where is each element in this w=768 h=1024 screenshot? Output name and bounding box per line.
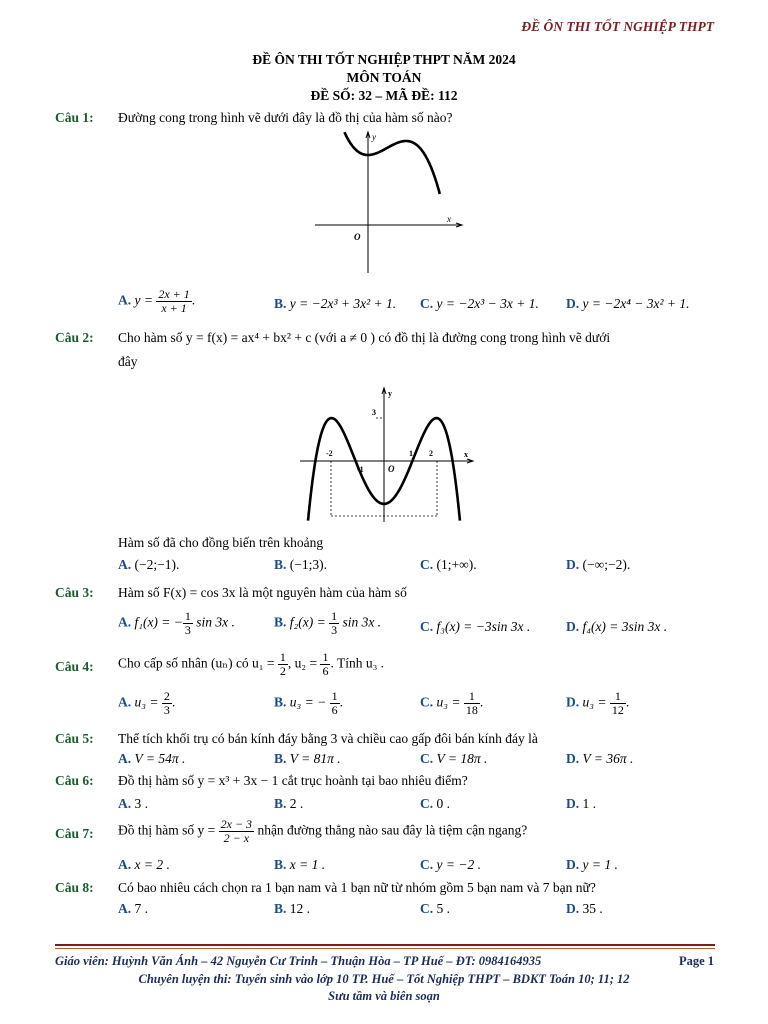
q2-c-expr: (1;+∞). xyxy=(436,557,477,572)
q4-b-frac xyxy=(330,690,340,717)
q3-b-post: sin 3x . xyxy=(342,614,382,630)
q1-choice-d[interactable] xyxy=(566,296,690,312)
q4-text-3: . Tính u₃ . xyxy=(330,655,385,671)
page-header: ĐỀ ÔN THI TỐT NGHIỆP THPT xyxy=(521,19,714,34)
q2-x-label: x xyxy=(464,450,468,459)
q3-a-pre: f₁(x) = − xyxy=(134,614,183,630)
q6-d-letter: D. xyxy=(566,796,580,811)
q4-d-letter: D. xyxy=(566,694,580,710)
q2-choice-a[interactable] xyxy=(118,557,179,573)
q4-choice-d[interactable] xyxy=(566,690,629,717)
q7-a-expr: x = 2 . xyxy=(134,857,170,872)
q8-choice-d[interactable] xyxy=(566,901,603,917)
q1-text: Đường cong trong hình vẽ dưới đây là đồ thị của hàm số nào? xyxy=(118,110,453,125)
q6-choice-b[interactable] xyxy=(274,796,303,812)
q4-f1-den: 2 xyxy=(279,664,286,678)
q7-choice-c[interactable] xyxy=(420,857,481,873)
q8-a-expr: 7 . xyxy=(134,901,148,916)
q4-f1-num: 1 xyxy=(279,650,286,664)
q4-text-2: , u₂ = xyxy=(287,655,318,671)
q3-a-num: 1 xyxy=(184,609,191,623)
q5-choice-d[interactable] xyxy=(566,751,633,767)
q4-a-num: 2 xyxy=(163,689,170,703)
q3-b-frac xyxy=(329,610,339,637)
q4-c-pre: u₃ = xyxy=(436,694,461,710)
q6-a-expr: 3 . xyxy=(134,796,148,811)
q5-b-expr: V = 81π . xyxy=(289,751,341,766)
q5-text: Thể tích khối trụ có bán kính đáy bằng 3 và chiều cao gấp đôi bán kính đáy là xyxy=(118,731,538,746)
q1-c-expr: y = −2x³ − 3x + 1. xyxy=(436,296,539,311)
footer-page-number: Page 1 xyxy=(678,954,714,968)
q2-d-expr: (−∞;−2). xyxy=(582,557,631,572)
q3-text: Hàm số F(x) = cos 3x là một nguyên hàm của hàm số xyxy=(118,585,407,600)
q7-text-1: Đồ thị hàm số y = xyxy=(118,822,216,838)
q4-a-frac xyxy=(162,690,172,717)
q1-choice-c[interactable] xyxy=(420,296,539,312)
q4-b-num: 1 xyxy=(331,689,338,703)
q4-b-pre: u₃ = − xyxy=(289,694,327,710)
q8-c-expr: 5 . xyxy=(436,901,450,916)
q1-graph xyxy=(310,128,470,278)
q2-text-cont: đây xyxy=(118,354,138,369)
q3-choice-c[interactable] xyxy=(420,619,530,635)
q5-a-expr: V = 54π . xyxy=(134,751,186,766)
q8-choice-c[interactable] xyxy=(420,901,450,917)
q7-f-den: 2 − x xyxy=(223,831,250,845)
q6-choice-d[interactable] xyxy=(566,796,596,812)
q2-y-label: y xyxy=(388,389,392,398)
q4-b-post: . xyxy=(339,694,343,710)
q3-label: Câu 3: xyxy=(55,585,94,600)
q4-b-den: 6 xyxy=(331,703,338,717)
q5-d-letter: D. xyxy=(566,751,580,766)
q5-choice-c[interactable] xyxy=(420,751,487,767)
footer-teacher: Giáo viên: Huỳnh Văn Ánh – 42 Nguyễn Cư Trinh – Thuận Hòa – TP Huế – ĐT: 0984164935 xyxy=(55,954,542,968)
q2-origin-label: O xyxy=(388,464,395,474)
q6-c-expr: 0 . xyxy=(436,796,450,811)
q4-choice-a[interactable] xyxy=(118,690,175,717)
q3-choice-a[interactable] xyxy=(118,610,235,637)
q2-tick-2: 2 xyxy=(429,449,433,458)
q1-a-den: x + 1 xyxy=(161,301,187,315)
q6-b-expr: 2 . xyxy=(289,796,304,811)
q1-choice-a[interactable]: A. y = $\frac{2x + 1}{x + 1}$ . xyxy=(118,287,196,315)
footer-rule xyxy=(55,944,715,946)
q3-a-letter: A. xyxy=(118,614,132,630)
q4-frac-2 xyxy=(320,651,330,678)
exam-title: ĐỀ ÔN THI TỐT NGHIỆP THPT NĂM 2024 xyxy=(252,52,516,67)
q3-d-expr: f₄(x) = 3sin 3x . xyxy=(582,619,668,634)
q2-label: Câu 2: xyxy=(55,330,94,345)
q3-a-den: 3 xyxy=(184,623,191,637)
q3-choice-d[interactable] xyxy=(566,619,667,635)
q4-c-den: 18 xyxy=(465,703,478,717)
q7-choice-d[interactable] xyxy=(566,857,618,873)
q3-choice-b[interactable] xyxy=(274,610,381,637)
q3-c-letter: C. xyxy=(420,619,434,634)
q4-a-letter: A. xyxy=(118,694,132,710)
q7-text-2: nhận đường thẳng nào sau đây là tiệm cận ngang? xyxy=(257,822,528,838)
q4-d-post: . xyxy=(625,694,630,710)
q2-b-letter: B. xyxy=(274,557,287,572)
footer-rule-thin xyxy=(55,948,715,949)
q4-choice-b[interactable] xyxy=(274,690,343,717)
q2-d-letter: D. xyxy=(566,557,580,572)
q5-a-letter: A. xyxy=(118,751,132,766)
q7-f-num: 2x − 3 xyxy=(220,817,253,831)
q7-choice-a[interactable] xyxy=(118,857,170,873)
q6-text: Đồ thị hàm số y = x³ + 3x − 1 cắt trục hoành tại bao nhiêu điểm? xyxy=(118,773,468,788)
q5-c-expr: V = 18π . xyxy=(436,751,488,766)
q4-f2-num: 1 xyxy=(322,650,329,664)
q1-c-letter: C. xyxy=(420,296,434,311)
q8-c-letter: C. xyxy=(420,901,434,916)
q2-tick-1: 1 xyxy=(409,449,413,458)
q4-b-letter: B. xyxy=(274,694,287,710)
q5-b-letter: B. xyxy=(274,751,287,766)
q4-d-num: 1 xyxy=(610,690,626,704)
exam-code: ĐỀ SỐ: 32 – MÃ ĐỀ: 112 xyxy=(310,88,458,103)
q7-choice-b[interactable] xyxy=(274,857,325,873)
q1-origin-label: O xyxy=(354,232,361,242)
q2-tick-m2: -2 xyxy=(326,449,333,458)
q5-choice-a[interactable] xyxy=(118,751,185,767)
q8-a-letter: A. xyxy=(118,901,132,916)
q8-choice-b[interactable] xyxy=(274,901,310,917)
q3-c-expr: f₃(x) = −3sin 3x . xyxy=(436,619,531,634)
q4-d-pre: u₃ = xyxy=(582,694,607,710)
q4-c-letter: C. xyxy=(420,694,434,710)
q2-question: Hàm số đã cho đồng biến trên khoảng xyxy=(118,535,324,550)
q2-graph xyxy=(296,382,476,527)
footer-program: Chuyên luyện thi: Tuyển sinh vào lớp 10 TP. Huế – Tốt Nghiệp THPT – BDKT Toán 10; 11; 12 xyxy=(138,972,630,986)
q1-x-label: x xyxy=(447,214,451,224)
q4-c-num: 1 xyxy=(464,690,480,704)
exam-subject: MÔN TOÁN xyxy=(346,70,422,85)
q1-d-letter: D. xyxy=(566,296,580,311)
q4-text-1: Cho cấp số nhân (uₙ) có u₁ = xyxy=(118,655,275,671)
q2-tick-m1: -1 xyxy=(357,465,364,474)
q2-choice-b[interactable] xyxy=(274,557,327,573)
q1-d-expr: y = −2x⁴ − 3x² + 1. xyxy=(582,296,690,311)
q1-choice-b[interactable] xyxy=(274,296,396,312)
q7-b-letter: B. xyxy=(274,857,287,872)
q1-b-expr: y = −2x³ + 3x² + 1. xyxy=(289,296,397,311)
q7-a-letter: A. xyxy=(118,857,132,872)
q1-curve xyxy=(344,132,439,194)
q2-a-letter: A. xyxy=(118,557,132,572)
q5-c-letter: C. xyxy=(420,751,434,766)
q6-d-expr: 1 . xyxy=(582,796,596,811)
q4-label: Câu 4: xyxy=(55,659,94,674)
q8-d-expr: 35 . xyxy=(582,901,603,916)
q2-a-expr: (−2;−1). xyxy=(134,557,180,572)
q1-a-num: 2x + 1 xyxy=(158,287,190,301)
q1-a-pre: y = xyxy=(134,292,153,308)
q6-choice-c[interactable] xyxy=(420,796,450,812)
q7-label: Câu 7: xyxy=(55,826,94,841)
q3-a-post: sin 3x . xyxy=(196,614,235,630)
q2-text: Cho hàm số y = f(x) = ax⁴ + bx² + c (với a ≠ 0 ) có đồ thị là đường cong trong hình vẽ dưới xyxy=(118,330,611,345)
q3-a-frac xyxy=(183,610,193,637)
q5-label: Câu 5: xyxy=(55,731,94,746)
q3-d-letter: D. xyxy=(566,619,580,634)
q2-tick-3: 3 xyxy=(372,408,376,417)
q4-frac-1 xyxy=(278,651,288,678)
q7-c-expr: y = −2 . xyxy=(436,857,481,872)
q3-b-den: 3 xyxy=(331,623,338,637)
q6-label: Câu 6: xyxy=(55,773,94,788)
q5-d-expr: V = 36π . xyxy=(582,751,634,766)
q2-choice-d[interactable] xyxy=(566,557,630,573)
q4-d-frac xyxy=(610,690,626,717)
q6-choice-a[interactable] xyxy=(118,796,148,812)
q5-choice-b[interactable] xyxy=(274,751,341,767)
q7-frac xyxy=(219,818,254,845)
q7-b-expr: x = 1 . xyxy=(289,857,326,872)
q6-b-letter: B. xyxy=(274,796,287,811)
q6-c-letter: C. xyxy=(420,796,434,811)
footer-source: Sưu tầm và biên soạn xyxy=(328,989,440,1003)
q3-b-pre: f₂(x) = xyxy=(289,614,326,630)
q1-label: Câu 1: xyxy=(55,110,94,125)
q6-a-letter: A. xyxy=(118,796,132,811)
q4-c-post: . xyxy=(479,694,484,710)
q4-a-pre: u₃ = xyxy=(134,694,159,710)
q4-f2-den: 6 xyxy=(322,664,329,678)
q1-y-label: y xyxy=(372,132,376,142)
q7-c-letter: C. xyxy=(420,857,434,872)
q2-c-letter: C. xyxy=(420,557,434,572)
q1-a-frac xyxy=(156,288,191,315)
q4-a-den: 3 xyxy=(163,703,170,717)
q8-text: Có bao nhiêu cách chọn ra 1 bạn nam và 1 bạn nữ từ nhóm gồm 5 bạn nam và 7 bạn nữ? xyxy=(118,880,596,895)
q1-a-letter: A. xyxy=(118,292,132,308)
q2-b-expr: (−1;3). xyxy=(289,557,327,572)
q8-b-expr: 12 . xyxy=(289,901,311,916)
q7-d-expr: y = 1 . xyxy=(582,857,618,872)
q8-label: Câu 8: xyxy=(55,880,94,895)
q8-choice-a[interactable] xyxy=(118,901,148,917)
q3-b-letter: B. xyxy=(274,614,287,630)
q4-c-frac xyxy=(464,690,480,717)
q4-a-post: . xyxy=(171,694,176,710)
q2-choice-c[interactable] xyxy=(420,557,477,573)
q7-d-letter: D. xyxy=(566,857,580,872)
q3-b-num: 1 xyxy=(331,609,338,623)
q8-b-letter: B. xyxy=(274,901,287,916)
q4-d-den: 12 xyxy=(611,703,624,717)
q4-text xyxy=(118,651,384,678)
q4-choice-c[interactable] xyxy=(420,690,483,717)
q8-d-letter: D. xyxy=(566,901,580,916)
q7-text xyxy=(118,818,527,845)
q1-b-letter: B. xyxy=(274,296,287,311)
